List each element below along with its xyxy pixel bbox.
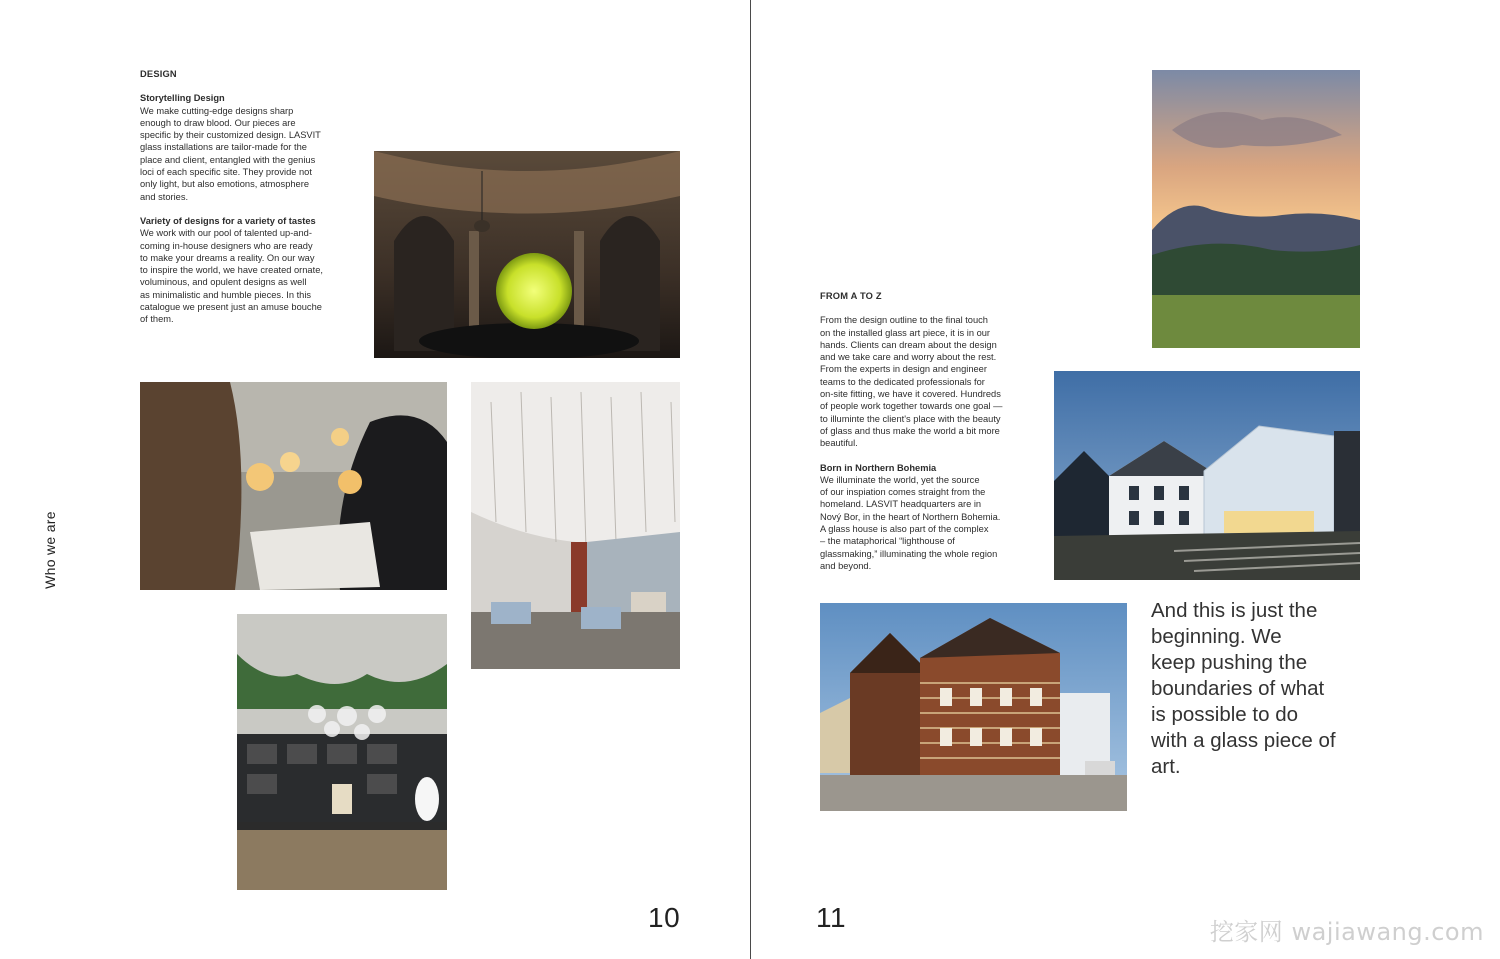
text-line: to inspire the world, we have created ornate, [140,265,323,276]
text-line: coming in-house designers who are ready [140,240,313,251]
photo-library-interior [237,614,447,890]
section-title-from-a-to-z: FROM A TO Z [820,291,882,301]
text-line: and we take care and worry about the rest. [820,352,997,363]
photo-hall-glass-sphere [374,151,680,358]
section-title-design: DESIGN [140,69,177,79]
watermark: 挖家网 wajiawang.com [1209,918,1484,946]
text-line: From the experts in design and engineer [820,364,987,375]
text-line: as minimalistic and humble pieces. In this [140,289,312,300]
text-line: to make your dreams a reality. On our way [140,252,315,263]
text-line: of them. [140,314,174,325]
side-label-text: Who we are [42,511,58,589]
text-line: homeland. LASVIT headquarters are in [820,499,982,510]
quote-line: beginning. We [1151,625,1282,648]
page-number-right: 11 [816,902,847,933]
quote-line: with a glass piece of [1151,729,1336,752]
text-line: and beyond. [820,560,872,571]
text-line: only light, but also emotions, atmosphere [140,179,309,190]
text-line: teams to the dedicated professionals for [820,376,985,387]
photo-designers-at-work [140,382,447,590]
text-line: voluminous, and opulent designs as well [140,277,307,288]
text-line: to illuminte the client's place with the beauty [820,413,1001,424]
quote-line: And this is just the [1151,599,1318,622]
page-number-left: 10 [648,902,681,933]
text-line: glassmaking,” illuminating the whole region [820,548,998,559]
text-line: catalogue we present just an amuse bouche [140,302,322,313]
text-line: of our inspiation comes straight from the [820,487,986,498]
text-line: loci of each specific site. They provide not [140,167,312,178]
text-line: of glass and thus make the world a bit more [820,425,1000,436]
side-label [30,500,70,600]
quote-line: keep pushing the [1151,651,1308,674]
quote-line: is possible to do [1151,703,1299,726]
text-line: From the design outline to the final touch [820,315,988,326]
from-a-to-z-text-block [820,290,1035,572]
text-line: We make cutting-edge designs sharp [140,105,294,116]
photo-sunset-landscape [1152,70,1360,348]
text-line: hands. Clients can dream about the design [820,339,997,350]
text-line: We illuminate the world, yet the source [820,474,980,485]
text-line: – the mataphorical “lighthouse of [820,536,955,547]
text-line: of people work together towards one goal — [820,401,1003,412]
text-line: Nový Bor, in the heart of Northern Bohemia. [820,511,1001,522]
text-line: glass installations are tailor-made for the [140,142,307,153]
text-line: on the installed glass art piece, it is in our [820,327,991,338]
text-line: enough to draw blood. Our pieces are [140,117,296,128]
text-line: We work with our pool of talented up-and- [140,228,312,239]
text-line: place and client, entangled with the genius [140,154,316,165]
closing-quote [1151,598,1366,780]
photo-headquarters-dusk [1054,371,1360,580]
page-spine [750,0,751,959]
text-line: and stories. [140,191,189,202]
quote-line: boundaries of what [1151,677,1325,700]
text-line: specific by their customized design. LASVIT [140,130,321,141]
text-line: A glass house is also part of the complex [820,524,989,535]
photo-historic-house [820,603,1127,811]
variety-title: Variety of designs for a variety of tastes [140,215,316,226]
text-line: beautiful. [820,438,858,449]
quote-line: art. [1151,755,1181,778]
storytelling-title: Storytelling Design [140,93,225,104]
photo-lobby-chandelier [471,382,680,669]
bohemia-title: Born in Northern Bohemia [820,462,937,473]
design-text-block [140,68,360,326]
text-line: on-site fitting, we have it covered. Hundreds [820,389,1001,400]
